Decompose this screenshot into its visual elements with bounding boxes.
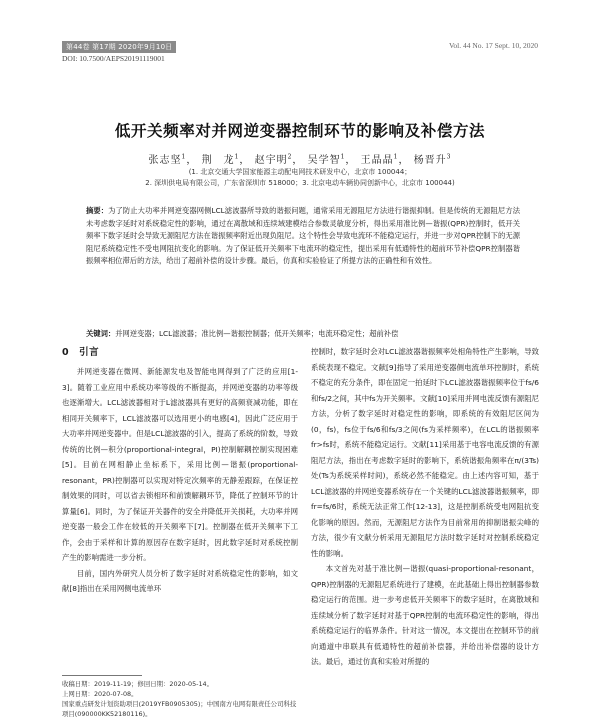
affiliation-line-1: (1. 北京交通大学国家能源主动配电网技术研发中心，北京市 100044； xyxy=(188,168,412,176)
issue-bar: 第44卷 第17期 2020年9月10日 xyxy=(62,41,176,53)
footnote-funding: 国家重点研发计划资助项目(2019YFB0905305)；中国南方电网有限责任公司科技项目(090000KK52180116)。 xyxy=(62,700,297,718)
journal-volume: Vol. 44 No. 17 Sept. 10, 2020 xyxy=(448,41,538,50)
footnote-online: 上网日期：2020-07-08。 xyxy=(62,690,138,698)
paragraph: 本文首先对基于准比例—谐振(quasi-proportional-resonant，QPR)控制器的无源阻尼系统进行了建模，在此基础上得出控制器参数稳定运行的范围。进一步考虑低开关频率下的数字延时，在离散域和连续域分析了数字延时对基于QPR控制的电流环稳定性的影响，得出系统稳定运行的临界条件。针对这一情况，本文提出在控制环节的前向通道中串联具有低通特性的超前补偿器，并给出补偿器的设计方法。最后，通过仿真和实验对所提的 xyxy=(311,564,539,666)
section-heading xyxy=(62,344,298,358)
paper-title: 低开关频率对并网逆变器控制环节的影响及补偿方法 xyxy=(114,122,486,140)
author: 张志坚$^1$ xyxy=(148,153,187,166)
paragraph: 并网逆变器在微网、新能源发电及智能电网得到了广泛的应用[1-3]。随着工业应用中系统功率等级的不断提高，并网逆变器的功率等级也逐渐增大。LCL滤波器相对于L滤波器具有更好的高频衰减功能，即在相同开关频率下，LCL滤波器可以选用更小的电感[4]，因此广泛应用于大功率并网逆变器中。但是LCL滤波器的引入，提高了系统的阶数，导致传统的比例—积分(proportional-integral，PI)控制解耦控制实现困难[5]。目前在网相静止坐标系下，采用比例—谐振(proportional-resonant，PR)控制器可以实现对特定次频率的无静差跟踪，在保证控制效果的同时，可以省去锁相环和前馈解耦环节，降低了控制环节的计算量[6]。同时，为了保证开关器件的安全并降低开关损耗，大功率并网逆变器一般会工作在较低的开关频率下[7]。控制器在低开关频率下工作，会由于采样和计算的原因存在数字延时，因此数字延时对系统控制产生的影响需进一步分析。 xyxy=(62,367,298,562)
affiliation-line-2: 2. 深圳供电局有限公司，广东省深圳市 518000；3. 北京电动车辆协同创新中心，北京市 100044) xyxy=(145,179,455,187)
abstract xyxy=(86,205,520,268)
footnote-divider xyxy=(62,675,142,676)
author: 杨晋升$^3$ xyxy=(413,153,452,166)
section-title: 引言 xyxy=(79,347,100,358)
abstract-text: 为了防止大功率并网逆变器网侧LCL滤波器所导致的谐振问题，通常采用无源阻尼方法进行谐振抑制。但是传统的无源阻尼方法未考虑数字延时对系统稳定性的影响，通过在离散域和连续域建模结合参数灵敏度分析，得出采用准比例—谐振(QPR)控制时，低开关频率下数字延时会导致无源阻尼方法在谐振频率附近出现负阻尼。这个特性会导致电流环不能稳定运行，并进一步对QPR控制下的无源阻尼系统稳定性不受电网阻抗变化的影响。为了保证低开关频率下电流环的稳定性，提出采用有低通特性的超前环节补偿QPR控制器谐振频率相位滞后的方法，给出了超前补偿的设计步骤。最后，仿真和实验验证了所提方法的正确性和有效性。 xyxy=(86,206,520,266)
author: 荆 龙$^1$ xyxy=(201,153,240,166)
abstract-label: 摘要： xyxy=(86,206,109,215)
paragraph: 目前，国内外研究人员分析了数字延时对系统稳定性的影响，如文献[8]指出在采用网侧电流单环 xyxy=(62,568,298,593)
author: 赵宇明$^2$ xyxy=(254,153,293,166)
author-list: 张志坚$^1$， 荆 龙$^1$， 赵宇明$^2$， 吴学智$^1$， 王晶晶$^1$， 杨晋升$^3$ xyxy=(148,153,452,166)
keywords-label: 关键词： xyxy=(86,329,116,338)
section-number: 0 xyxy=(62,347,70,358)
issue-header xyxy=(62,41,176,53)
keywords-text: 并网逆变器；LCL滤波器；准比例—谐振控制器；低开关频率；电流环稳定性；超前补偿 xyxy=(115,329,399,338)
footnotes xyxy=(62,679,298,719)
right-column xyxy=(311,344,539,670)
author: 吴学智$^1$ xyxy=(307,153,346,166)
doi[interactable]: DOI: 10.7500/AEPS20191119001 xyxy=(62,54,165,63)
author: 王晶晶$^1$ xyxy=(360,153,399,166)
left-column xyxy=(62,344,298,597)
keywords xyxy=(86,328,520,341)
footnote-received: 收稿日期：2019-11-19；修回日期：2020-05-14。 xyxy=(62,680,213,688)
paragraph: 控制时，数字延时会对LCL滤波器谐振频率处相角特性产生影响，导致系统表现不稳定。文献[9]指导了采用逆变器侧电流单环控制时，系统不稳定的充分条件，即在固定一拍延时下LCL滤波器谐振频率位于fs/6和fs/2之间，其中fs为开关频率。文献[10]采用并网电流反馈有源阻尼方法，分析了数字延时对稳定性的影响，即系统的有效阻尼区间为(0，fs)，fs位于fs/6和fs/3之间(fs为采样频率)，在LCL的谐振频率fr>fs时，系统不能稳定运行。文献[11]采用基于电容电流反馈的有源阻尼方法，指出在考虑数字延时的影响下，系统谐振角频率在π/(3Ts)处(Ts为系统采样时间)，系统必然不能稳定。由上述内容可知，基于LCL滤波器的并网逆变器系统存在一个关键的LCL滤波器谐振频率，即fr=fs/6时，系统无法正常工作[12-13]，这是控制系统受电网阻抗变化影响的原因。然而，无源阻尼方法作为目前常用的抑制谐振尖峰的方法，很少有文献分析采用无源阻尼方法时数字延时对控制系统稳定性的影响。 xyxy=(311,347,539,558)
